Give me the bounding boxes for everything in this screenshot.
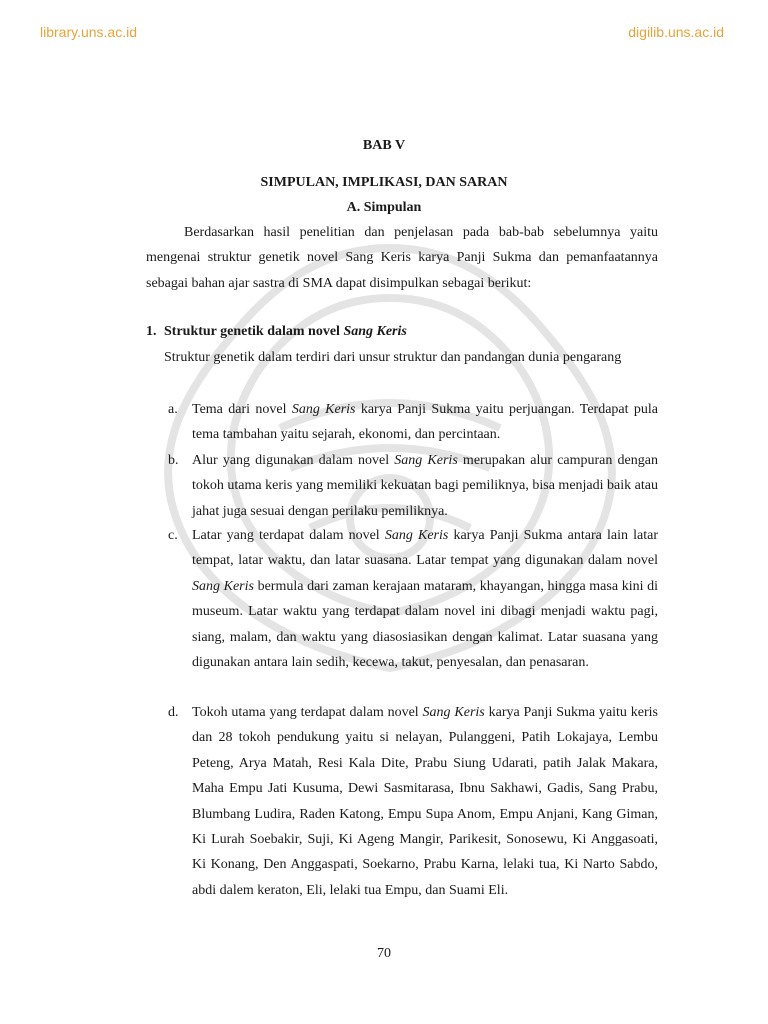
point-1-lead-text: Struktur genetik dalam terdiri dari unsur struktur dan pandangan dunia pengarang	[164, 350, 622, 365]
header-left-link[interactable]: library.uns.ac.id	[40, 24, 138, 40]
point-1-title-text: Struktur genetik dalam novel	[164, 324, 344, 339]
page-number: 70	[377, 946, 391, 961]
section-heading: A. Simpulan	[346, 200, 422, 215]
intro-text: Berdasarkan hasil penelitian dan penjelasan pada bab-bab sebelumnya yaitu mengenai struktur genetik novel Sang Keris karya Panji Sukma dan pemanfaatannya sebagai bahan ajar sastra di SMA dapat disimpulkan sebagai berikut:	[146, 225, 658, 291]
list-item-label: d.	[168, 705, 179, 720]
point-1-lead	[164, 345, 658, 370]
list-item-label: b.	[168, 453, 179, 468]
point-1-number: 1.	[146, 324, 157, 339]
intro-paragraph	[146, 220, 658, 296]
list-item-label: a.	[168, 402, 178, 417]
point-1-title	[164, 324, 407, 340]
list-item-text: Alur yang digunakan dalam novel Sang Keris merupakan alur campuran dengan tokoh utama keris yang memiliki kekuatan bagi pemiliknya, bisa menjadi baik atau jahat juga sesuai dengan perilaku pemiliknya.	[192, 453, 658, 519]
chapter-title: SIMPULAN, IMPLIKASI, DAN SARAN	[260, 175, 508, 190]
header-right-link[interactable]: digilib.uns.ac.id	[628, 24, 724, 40]
list-item-text: Tema dari novel Sang Keris karya Panji Sukma yaitu perjuangan. Terdapat pula tema tambahan yaitu sejarah, ekonomi, dan percintaan.	[192, 402, 658, 443]
list-item-text: Tokoh utama yang terdapat dalam novel Sang Keris karya Panji Sukma yaitu keris dan 28 tokoh pendukung yaitu si nelayan, Pulanggeni, Patih Lokajaya, Lembu Peteng, Arya Matah, Resi Kala Dite, Prabu Siung Udarati, patih Jalak Makara, Maha Empu Jati Kusuma, Dewi Sasmitarasa, Ibnu Sakhawi, Gadis, Sang Prabu, Blumbang Ludira, Raden Katong, Empu Supa Anom, Empu Anjani, Kang Giman, Ki Lurah Soebakir, Suji, Ki Ageng Mangir, Parikesit, Sonosewu, Ki Anggasoati, Ki Konang, Den Anggaspati, Soekarno, Prabu Karna, lelaki tua, Ki Narto Sabdo, abdi dalem keraton, Eli, lelaki tua Empu, dan Suami Eli.	[192, 705, 659, 898]
chapter-label: BAB V	[362, 138, 406, 153]
list-item-text: Latar yang terdapat dalam novel Sang Keris karya Panji Sukma antara lain latar tempat, latar waktu, dan latar suasana. Latar tempat yang digunakan dalam novel Sang Keris bermula dari zaman kerajaan mataram, khayangan, hingga masa kini di museum. Latar waktu yang terdapat dalam novel ini dibagi menjadi waktu pagi, siang, malam, dan waktu yang diasosiasikan dengan kalimat. Latar suasana yang digunakan antara lain sedih, kecewa, takut, penyesalan, dan penasaran.	[192, 528, 658, 671]
point-1-title-italic: Sang Keris	[343, 324, 407, 339]
list-item-label: c.	[168, 528, 178, 543]
